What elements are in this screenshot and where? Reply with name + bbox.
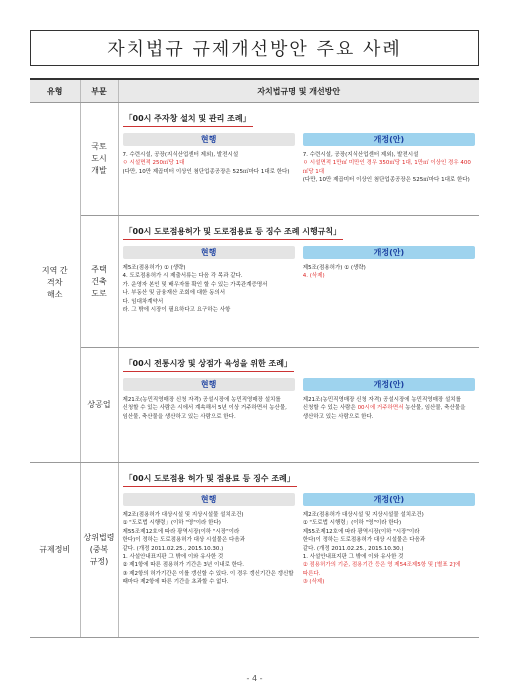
text-line: (다만, 10만 제곱미터 이상인 첨단업종공장은 525㎡마다 1대로 한다) (122, 168, 290, 175)
case-section (119, 103, 480, 189)
current-label: 현행 (123, 246, 295, 259)
title-box (30, 30, 479, 66)
content-cell (118, 463, 479, 638)
revised-column (303, 246, 475, 314)
text-line: 제2조(점용허가 대상시설 및 지상시설물 설치조건) (122, 512, 244, 518)
current-text (123, 264, 295, 314)
text-line: ② 점용허가의 기준, 점용기간 등은 영 제54조제5항 및 [별표 2]에 따른다. (302, 562, 461, 577)
header-content: 자치법규명 및 개선방안 (118, 79, 479, 103)
case-section (119, 463, 480, 591)
text-line: 가. 운영자 본인 및 배우자를 확인 할 수 있는 가족관계증명서 (122, 281, 268, 288)
case-section (119, 216, 480, 318)
table-row (30, 216, 479, 348)
type-label: 지역 간 격차 해소 (41, 265, 68, 299)
text-line: ① "도로법 시행령」(이하 "영"이라 한다) (302, 520, 402, 527)
current-column (123, 378, 295, 421)
table-row (30, 348, 479, 463)
current-label: 현행 (123, 493, 295, 506)
text-line: 한다)이 정하는 도로점용허가 대상 시설물은 다음과 (302, 537, 426, 544)
text-line: 같다. (개정 2011.02.25., 2015.10.30.) (302, 545, 404, 552)
ordinance-title: 「00시 도로점용허가 및 도로점용료 등 징수 조례 시행규칙」 (123, 226, 344, 240)
text-line: 4. (삭제) (302, 273, 325, 280)
current-column (123, 493, 295, 587)
text-line: 제5조(점용허가) ① (생략) (302, 265, 366, 271)
revised-label: 개정(안) (303, 246, 475, 259)
page-number: - 4 - (246, 674, 263, 683)
text-line: 같다. (개정 2011.02.25., 2015.10.30.) (122, 545, 224, 552)
text-line: ③ 제2항의 허가기간은 이를 갱신할 수 있다. 이 경우 갱신기간은 갱신할 때마다 제2항에 따른 기간을 초과할 수 없다. (122, 570, 294, 586)
text-line: 라. 그 밖에 시장이 필요하다고 요구하는 사항 (122, 307, 231, 314)
revised-text (303, 264, 475, 281)
text-line: 농산물, 임산물, 축산물을 생산하고 있는 사람으로 한다. (302, 405, 466, 420)
current-column (123, 133, 295, 185)
text-line: 제21조(농민직영매장 신청 자격) 공설시장에 농민직영매장 설치를 신청할 수 있는 사람은 (302, 397, 461, 412)
ordinance-title: 「00시 주자창 설치 및 관리 조례」 (123, 113, 253, 127)
text-line: 제21조(농민직영매장 신청 자격) 공설시장에 농민직영매장 설치를 신청할 수 있는 사람은 시에서 계속해서 5년 이상 거주하면서 농산물, 임산물, 축산물을 생산하고 있는 사람으로 한다. (122, 397, 287, 420)
text-line: 제5조(점용허가) ① (생략) (122, 265, 186, 271)
revised-text (303, 396, 475, 421)
type-cell (30, 463, 80, 638)
text-line: ㅇ 시설면적 1만㎡ 미만인 경우 350㎡당 1대, 1만㎡ 이상인 경우 400㎡당 1대 (302, 160, 471, 175)
dept-cell (80, 103, 118, 216)
current-text (123, 511, 295, 587)
text-line: 7. 수련시설, 공장(지식산업센터 제외), 발전시설 (302, 152, 419, 158)
text-line: 4. 도로점용허가 시 제출서류는 다음 각 목과 같다. (122, 273, 243, 280)
text-line: 제55조제12호에 따라 광역시장(이하 "시장"이라 (302, 528, 420, 535)
type-label: 규제정비 (39, 545, 71, 554)
current-column (123, 246, 295, 314)
text-line: 00시에 거주하면서 (357, 405, 404, 412)
dept-label: 주택 건축 도로 (91, 264, 107, 298)
table-row (30, 103, 479, 216)
table-row (30, 463, 479, 638)
text-line: 다. 임대차계약서 (122, 298, 164, 305)
header-dept: 부문 (80, 79, 118, 103)
text-line: 한다)이 정하는 도로점용허가 대상 시설물은 다음과 (122, 537, 245, 544)
ordinance-title: 「00시 전통시장 및 상점가 육성을 위한 조례」 (123, 358, 295, 372)
dept-cell (80, 348, 118, 463)
dept-cell (80, 463, 118, 638)
text-line: 1. 사설안내표지판 그 밖에 이와 유사한 것 (122, 554, 224, 561)
revised-text (303, 151, 475, 185)
dept-label: 상위법령 (중복 규정) (83, 533, 115, 566)
regulation-table (30, 78, 479, 638)
text-line: ② 제1항에 따른 점용허가 기간은 3년 이내로 한다. (122, 562, 245, 569)
current-text (123, 396, 295, 421)
current-label: 현행 (123, 378, 295, 391)
dept-cell (80, 216, 118, 348)
header-type: 유형 (30, 79, 80, 103)
text-line: 1. 사설안내표지판 그 밖에 이와 유사한 것 (302, 554, 404, 561)
revised-label: 개정(안) (303, 493, 475, 506)
text-line: 나. 부동산 및 금융재산 조회에 대한 동의서 (122, 290, 226, 297)
dept-label: 국토 도시 개발 (91, 142, 107, 175)
text-line: ㅇ 시설면적 250㎡당 1대 (122, 160, 185, 167)
case-section (119, 348, 480, 425)
content-cell (118, 348, 479, 463)
ordinance-title: 「00시 도로점용 허가 및 점용료 등 징수 조례」 (123, 473, 297, 487)
revised-label: 개정(안) (303, 133, 475, 146)
table-header-row (30, 79, 479, 103)
revised-label: 개정(안) (303, 378, 475, 391)
text-line: ③ (삭제) (302, 579, 325, 586)
content-cell (118, 103, 479, 216)
dept-label: 상공업 (87, 400, 111, 409)
current-label: 현행 (123, 133, 295, 146)
current-text (123, 151, 295, 176)
type-cell (30, 103, 80, 463)
revised-column (303, 493, 475, 587)
page-title: 자치법규 규제개선방안 주요 사례 (107, 39, 402, 60)
text-line: ① "도로법 시행령」(이하 "영"이라 한다) (122, 520, 221, 527)
revised-column (303, 378, 475, 421)
text-line: 제55조제12호에 따라 광역시장(이하 "시장"이라 (122, 528, 240, 535)
text-line: 7. 수련시설, 공장(지식산업센터 제외), 발전시설 (122, 152, 239, 158)
text-line: 제2조(점용허가 대상시설 및 지상시설물 설치조건) (302, 512, 424, 518)
text-line: (다만, 10만 제곱미터 이상인 첨단업종공장은 525㎡마다 1대로 한다) (302, 177, 470, 184)
content-cell (118, 216, 479, 348)
revised-text (303, 511, 475, 587)
revised-column (303, 133, 475, 185)
